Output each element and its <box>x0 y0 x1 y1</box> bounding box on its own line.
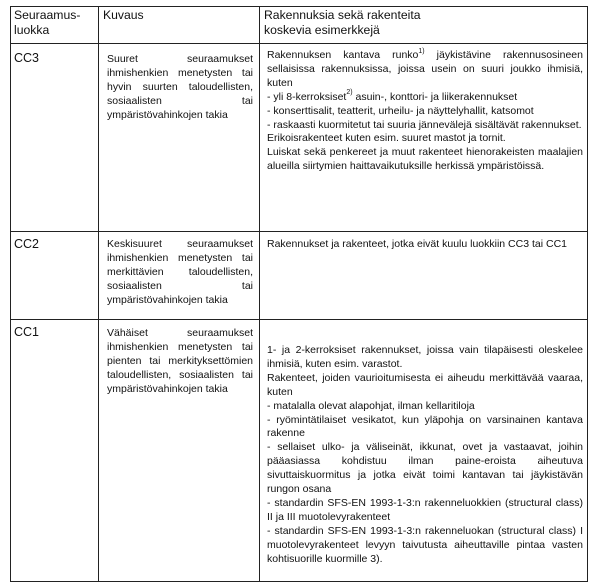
cc1-example-bullet-3: - sellaiset ulko- ja väliseinät, ikkunat, ovet ja vastaavat, joihin pääasiassa kohdistuu ilman paine-eroista aiheutuva sivuttaiskuormitus ja jotka eivät toimi kantavan tai jäykistävän rungon osana <box>267 441 583 496</box>
cc1-example-bullet-2: - ryömintätilaiset vesikatot, kun yläpohja on varsinainen kantava rakenne <box>267 413 583 440</box>
cc2-example-text: Rakennukset ja rakenteet, jotka eivät kuulu luokkiin CC3 tai CC1 <box>267 238 567 250</box>
row-cc3-examples <box>267 49 583 174</box>
cc3-example-bullet-3: - raskaasti kuormitetut tai suuria jännevälejä sisältävät rakennukset. <box>267 118 582 131</box>
cc1-example-structures: Rakenteet, joiden vaurioitumisesta ei aiheudu merkittävää vaaraa, kuten <box>267 371 583 398</box>
header-class: Seuraamus- luokka <box>14 8 81 37</box>
row-cc2-examples <box>267 238 583 252</box>
cc1-example-bullet-1: - matalalla olevat alapohjat, ilman kellaritiloja <box>267 399 475 412</box>
cc3-example-intro: Rakennuksen kantava runko$^{1)}$ jäykistävine rakennusosineen sellaisissa rakennuksissa, joissa usein on suuri joukko ihmisiä, kuten <box>267 47 583 89</box>
row-cc2-description: Keskisuuret seuraamukset ihmishenkien menetysten tai merkittävien taloudellisten, sosiaalisten tai ympäristövahinkojen takia <box>107 238 253 306</box>
cc1-example-bullet-5: - standardin SFS-EN 1993-1-3:n rakenneluokan (structural class) I muotolevyrakenteet levyyn taivutusta aiheuttaville pintaa vasten kohtisuorille kuormille 3). <box>267 524 583 565</box>
cc3-example-bullet-1: - yli 8-kerroksiset$^{2)}$ asuin-, konttori- ja liikerakennukset <box>267 89 518 103</box>
row-cc1-description: Vähäiset seuraamukset ihmishenkien menetysten tai pienten tai merkityksettömien taloudellisten, sosiaalisten tai ympäristövahinkojen takia <box>107 327 253 395</box>
cc1-example-intro: 1- ja 2-kerroksiset rakennukset, joissa vain tilapäisesti oleskelee ihmisiä, kuten esim. varastot. <box>267 344 583 370</box>
row-cc2-class: CC2 <box>14 237 40 251</box>
table-border-right <box>587 6 588 582</box>
header-description: Kuvaus <box>103 8 144 22</box>
row-divider-2 <box>10 319 588 320</box>
row-cc3-class: CC3 <box>14 51 40 65</box>
column-divider-2 <box>259 6 260 582</box>
cc3-example-bullet-2: - konserttisalit, teatterit, urheilu- ja näyttelyhallit, katsomot <box>267 104 534 117</box>
header-divider <box>10 43 588 44</box>
header-examples: Rakennuksia sekä rakenteita koskevia esimerkkejä <box>264 8 421 37</box>
row-divider-1 <box>10 231 588 232</box>
row-cc1-examples <box>267 344 583 567</box>
consequence-class-table <box>10 6 588 582</box>
table-border-top <box>10 6 588 7</box>
cc3-example-slopes: Luiskat sekä penkereet ja muut rakenteet hienorakeisten maalajien alueilla siirtymien haittavaikutuksille herkissä ympäristöissä. <box>267 146 583 173</box>
cc1-example-bullet-4: - standardin SFS-EN 1993-1-3:n rakenneluokkien (structural class) II ja III muotolevyrakenteet <box>267 496 583 523</box>
column-divider-1 <box>98 6 99 582</box>
row-cc1-class: CC1 <box>14 325 40 339</box>
table-border-bottom <box>10 581 588 582</box>
table-border-left <box>10 6 11 582</box>
cc3-example-special: Erikoisrakenteet kuten esim. suuret mastot ja tornit. <box>267 132 506 145</box>
row-cc3-description: Suuret seuraamukset ihmishenkien menetysten tai hyvin suurten taloudellisten, sosiaalisten tai ympäristövahinkojen takia <box>107 53 253 121</box>
